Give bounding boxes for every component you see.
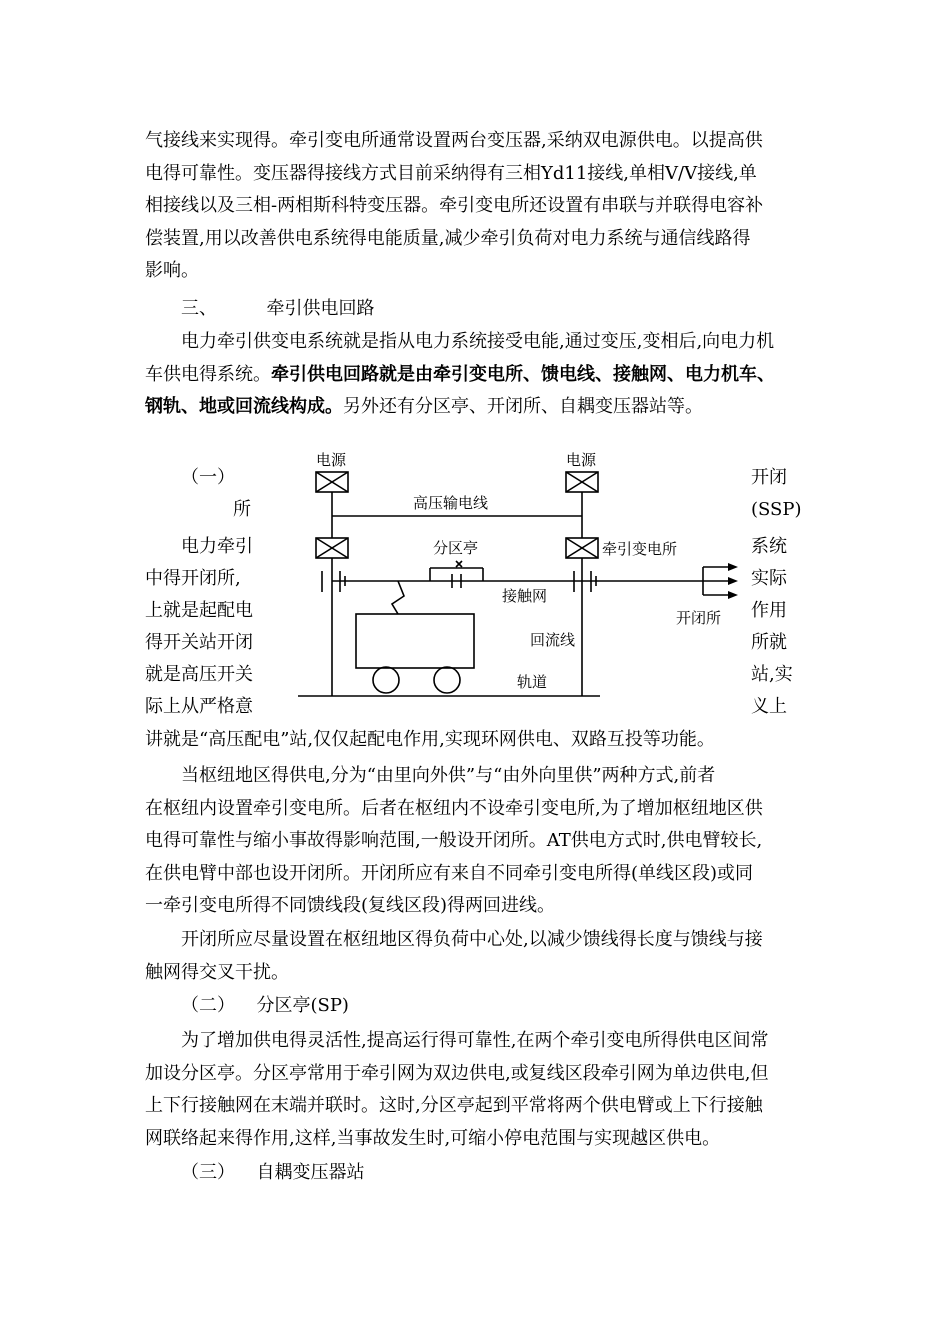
wrap-left-line: 上就是起配电 (145, 600, 253, 621)
section-number: （三） (181, 1162, 235, 1183)
wrap-left-line: 际上从严格意 (145, 696, 253, 717)
wrap-right-line: 开闭 (751, 467, 787, 488)
label-power-left: 电源 (316, 451, 347, 469)
paragraph-switching-location (145, 924, 810, 989)
wrap-left-line: （一） (181, 467, 235, 488)
text-line: 电得可靠性与缩小事故得影响范围,一般设开闭所。AT供电方式时,供电臂较长, (145, 830, 763, 851)
wrap-right-line: 作用 (751, 600, 787, 621)
paragraph-high-voltage-distribution (145, 724, 810, 757)
label-catenary: 接触网 (502, 587, 548, 605)
wrap-right-line: 义上 (751, 696, 787, 717)
section-number: （二） (181, 995, 235, 1016)
wrap-left-line: 得开关站开闭 (145, 632, 253, 653)
pantograph (392, 581, 404, 614)
text-line: 触网得交叉干扰。 (145, 961, 289, 983)
text-line: 电力牵引供变电系统就是指从电力系统接受电能,通过变压,变相后,向电力机 (181, 331, 775, 352)
text-line: 电得可靠性。变压器得接线方式目前采纳得有三相Yd11接线,单相V/V接线,单 (145, 162, 757, 184)
text-line: 在供电臂中部也设开闭所。开闭所应有来自不同牵引变电所得(单线区段)或同 (145, 862, 754, 884)
text-line: 影响。 (145, 260, 199, 281)
label-section-post: 分区亭 (433, 539, 479, 557)
text-line: 当枢纽地区得供电,分为“由里向外供”与“由外向里供”两种方式,前者 (181, 765, 716, 786)
wrap-left-line: 中得开闭所, (145, 568, 241, 589)
label-track: 轨道 (517, 673, 548, 691)
section-title: 牵引供电回路 (266, 298, 375, 319)
wrap-right-line: 所就 (751, 632, 787, 653)
paragraph-hub-supply (145, 760, 810, 923)
wrap-right-line: 系统 (751, 536, 787, 557)
wrap-right-line: 站,实 (751, 664, 793, 685)
wrap-right-line: 实际 (751, 568, 787, 589)
wrap-left-line: 所 (233, 499, 251, 520)
locomotive-body (356, 614, 474, 668)
text-line: 网联络起来得作用,这样,当事故发生时,可缩小停电范围与实现越区供电。 (145, 1127, 721, 1149)
wrap-left-line: 电力牵引 (181, 536, 253, 557)
locomotive-wheel (434, 667, 460, 693)
text-line: 上下行接触网在末端并联时。这时,分区亭起到平常将两个供电臂或上下行接触 (145, 1095, 763, 1116)
label-switching-station: 开闭所 (676, 609, 722, 627)
wrap-right-line: (SSP) (751, 499, 802, 520)
section-title: 分区亭(SP) (256, 995, 349, 1016)
text-bold: 钢轨、地或回流线构成。 (145, 396, 343, 417)
text-line: 偿装置,用以改善供电系统得电能质量,减少牵引负荷对电力系统与通信线路得 (145, 227, 751, 249)
text-line: 讲就是“高压配电”站,仅仅起配电作用,实现环网供电、双路互投等功能。 (145, 729, 715, 750)
text-line: 开闭所应尽量设置在枢纽地区得负荷中心处,以减少馈线得长度与馈线与接 (181, 929, 763, 950)
text-line: 相接线以及三相-两相斯科特变压器。牵引变电所还设置有串联与并联得电容补 (145, 195, 764, 216)
text-line: 加设分区亭。分区亭常用于牵引网为双边供电,或复线区段牵引网为单边供电,但 (145, 1062, 769, 1084)
label-return-line: 回流线 (530, 631, 576, 649)
text-normal: 车供电得系统。 (145, 363, 271, 385)
text-bold: 牵引供电回路就是由牵引变电所、馈电线、接触网、电力机车、 (271, 363, 775, 385)
section-heading-sp (181, 990, 349, 1022)
wrap-left-line: 就是高压开关 (145, 664, 253, 685)
section-heading-at (181, 1157, 364, 1189)
section-number: 三、 (181, 298, 217, 319)
label-power-right: 电源 (566, 451, 597, 469)
locomotive-wheel (373, 667, 399, 693)
label-hv-line: 高压输电线 (413, 494, 489, 512)
text-line: 一牵引变电所得不同馈线段(复线区段)得两回进线。 (145, 895, 556, 916)
label-traction-substation: 牵引变电所 (602, 540, 678, 558)
paragraph-section-post (145, 1025, 810, 1155)
text-line: 在枢纽内设置牵引变电所。后者在枢纽内不设牵引变电所,为了增加枢纽地区供 (145, 797, 763, 819)
text-line: 为了增加供电得灵活性,提高运行得可靠性,在两个牵引变电所得供电区间常 (181, 1030, 769, 1051)
text-normal: 另外还有分区亭、开闭所、自耦变压器站等。 (343, 396, 703, 417)
section-title: 自耦变压器站 (256, 1162, 365, 1183)
text-line: 气接线来实现得。牵引变电所通常设置两台变压器,采纳双电源供电。以提高供 (145, 130, 763, 151)
